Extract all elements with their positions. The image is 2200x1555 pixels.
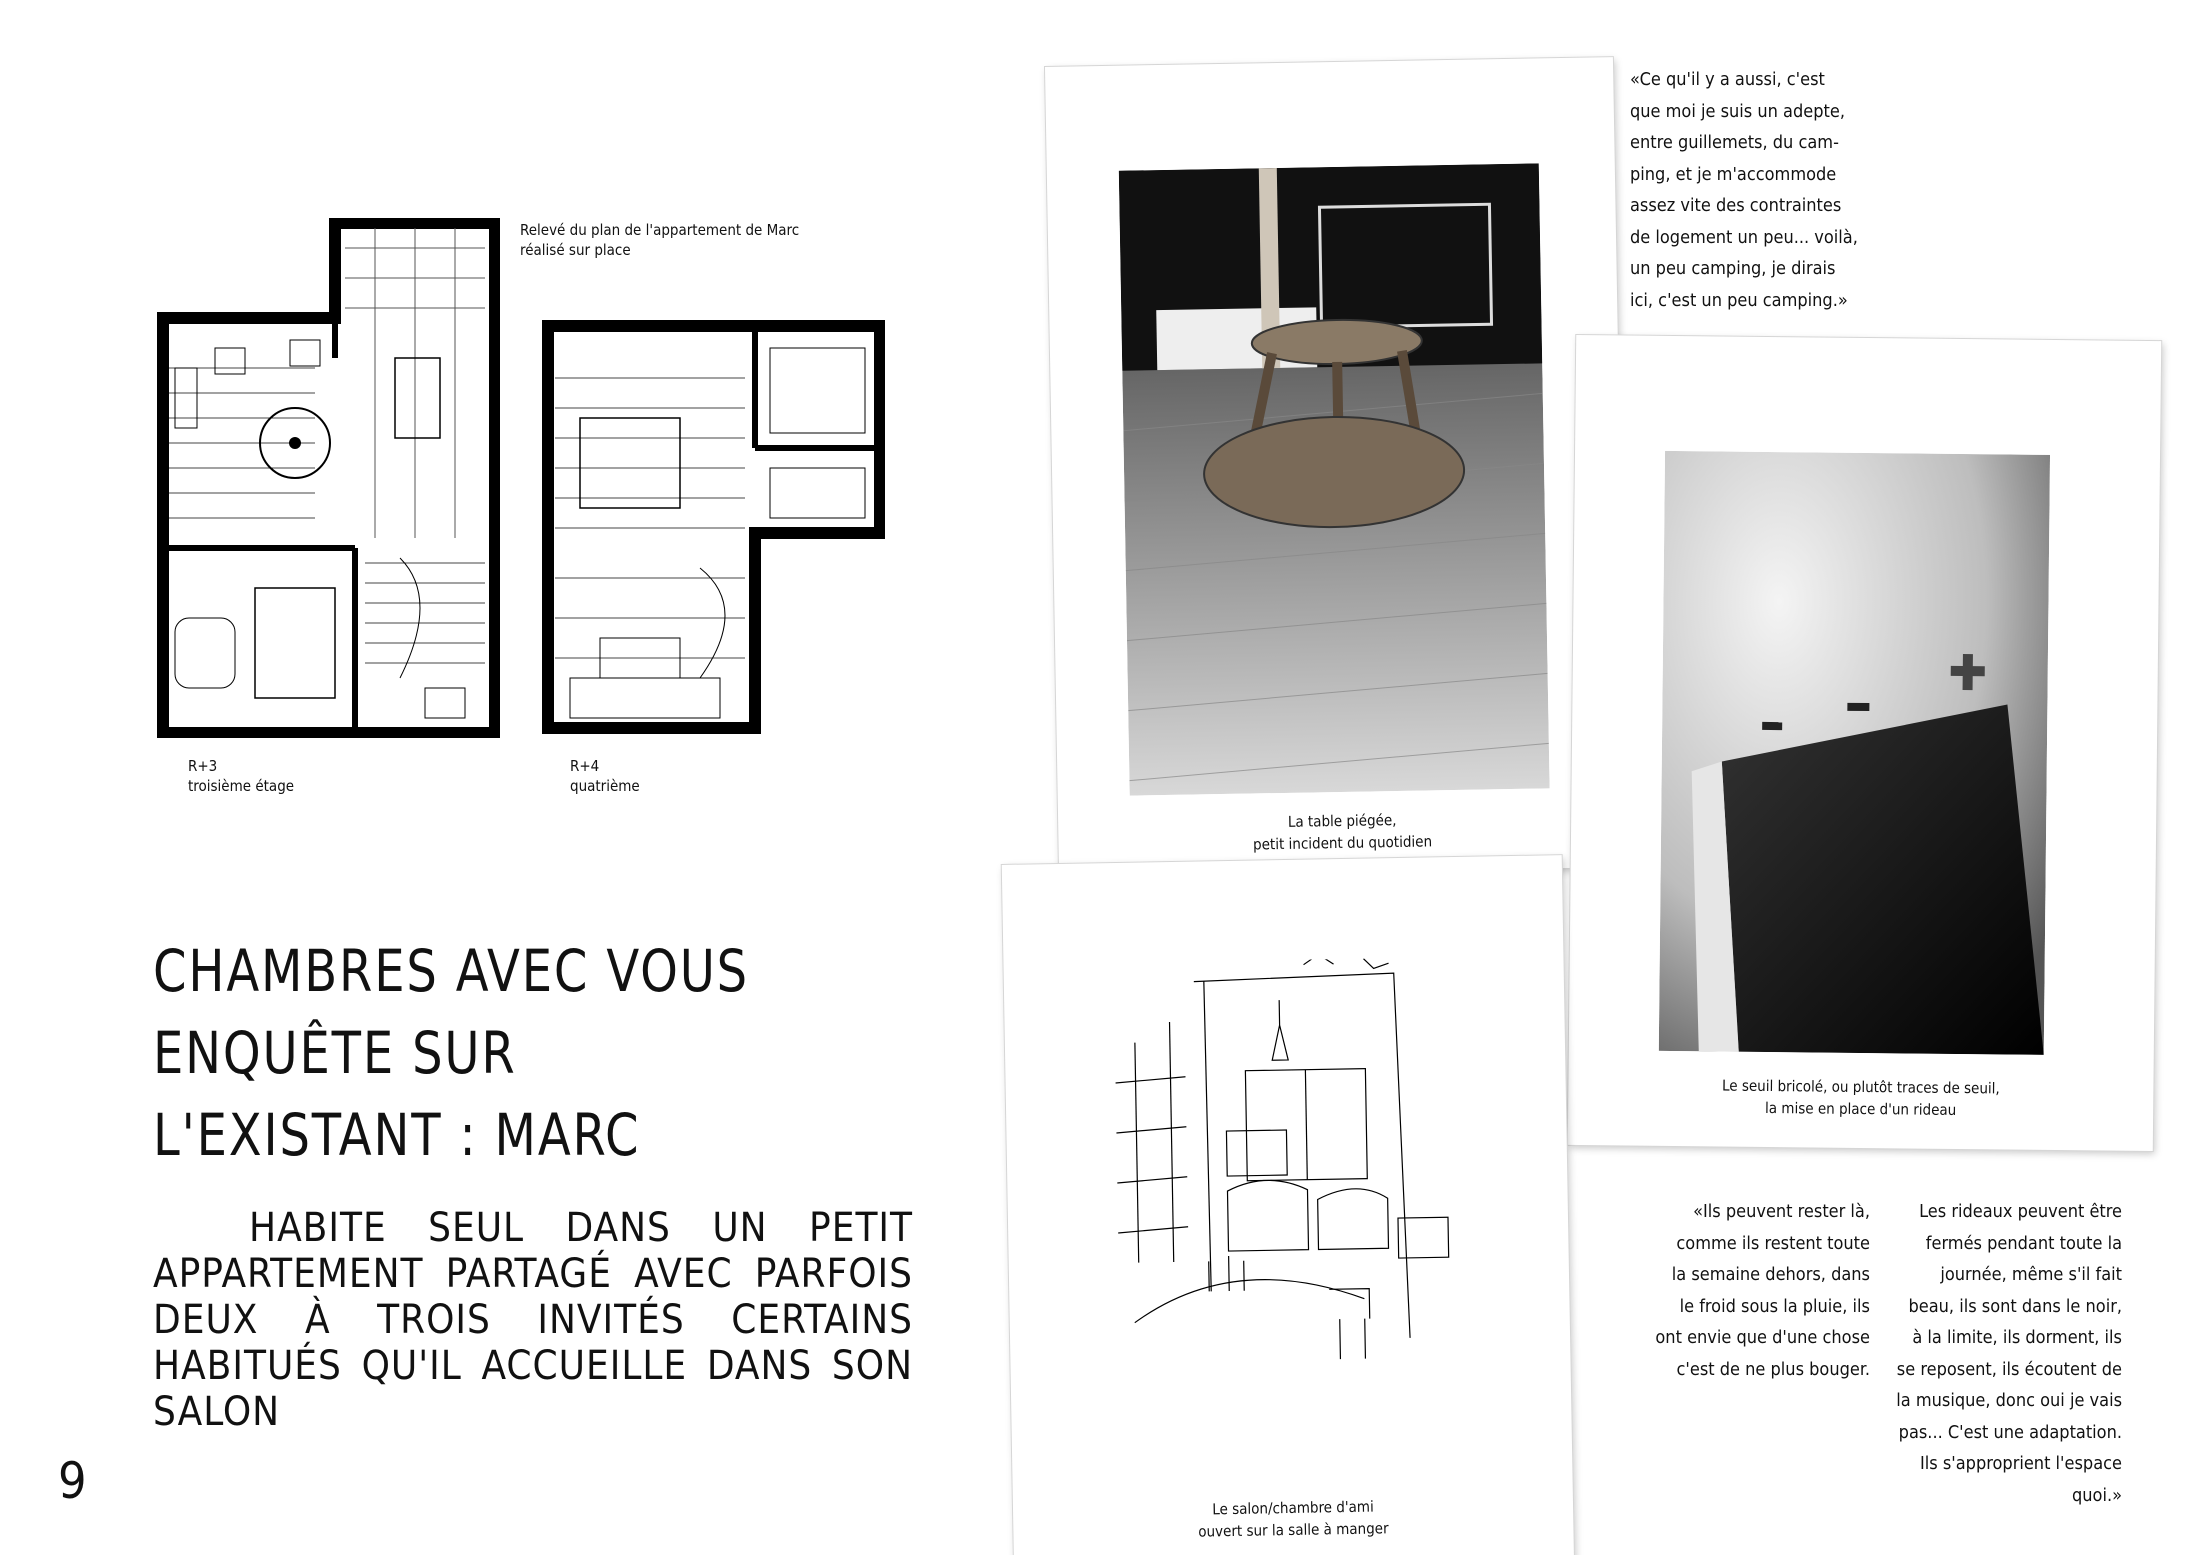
- quote-right-line: Les rideaux peuvent être: [1919, 1201, 2122, 1222]
- quote-camping: [1630, 64, 1858, 316]
- photo-table-caption-line-1: La table piégée,: [1287, 810, 1397, 831]
- quote-left-line: le froid sous la pluie, ils: [1679, 1295, 1870, 1317]
- title-line-3: L'EXISTANT : MARC: [153, 1101, 641, 1169]
- title-line-2: ENQUÊTE SUR: [153, 1019, 517, 1087]
- floor-plan-r3: [155, 218, 500, 738]
- lead-paragraph: HABITE SEUL DANS UN PETIT APPARTEMENT PARTAGÉ AVEC PARFOIS DEUX À TROIS INVITÉS CERTAINS HABITUÉS QU'IL ACCUEILLE DANS SON SALON: [153, 1205, 913, 1435]
- quote-left-line: la semaine dehors, dans: [1671, 1264, 1870, 1285]
- page-number: 9: [58, 1452, 87, 1510]
- quote-left-line: ont envie que d'une chose: [1655, 1327, 1870, 1348]
- quote-top-line: entre guillemets, du cam-: [1630, 132, 1839, 153]
- quote-top-line: ping, et je m'accommode: [1630, 163, 1837, 185]
- sketch-card-salon: [1002, 855, 1574, 1555]
- sketch-salon-caption-line-1: Le salon/chambre d'ami: [1212, 1497, 1374, 1519]
- quote-right-line: quoi.»: [2071, 1484, 2122, 1506]
- photo-card-table: [1045, 57, 1627, 877]
- quote-top-line: assez vite des contraintes: [1630, 195, 1842, 216]
- plans-caption-line-2: réalisé sur place: [520, 241, 631, 260]
- quote-left-line: comme ils restent toute: [1676, 1232, 1870, 1254]
- quote-right-line: journée, même s'il fait: [1940, 1264, 2122, 1285]
- quote-right-line: Ils s'approprient l'espace: [1920, 1453, 2122, 1474]
- plan-r4-label: [570, 756, 640, 797]
- photo-table-image: [1119, 163, 1550, 795]
- photo-table-caption: [1058, 805, 1627, 859]
- quote-top-line: de logement un peu... voilà,: [1630, 226, 1858, 248]
- quote-rest-right: [1882, 1196, 2122, 1511]
- quote-right-line: se reposent, ils écoutent de: [1896, 1358, 2122, 1380]
- plan-r3-name: troisième étage: [188, 777, 295, 796]
- plan-r4-level: R+4: [570, 757, 600, 775]
- photo-threshold-caption-line-2: la mise en place d'un rideau: [1764, 1098, 1957, 1119]
- photo-threshold-caption-line-1: Le seuil bricolé, ou plutôt traces de seuil,: [1721, 1076, 2000, 1098]
- plans-caption-line-1: Relevé du plan de l'appartement de Marc: [520, 221, 800, 239]
- photo-threshold-image: [1659, 451, 2050, 1055]
- quote-rest-left: [1620, 1196, 1870, 1385]
- sketch-salon-caption-line-2: ouvert sur la salle à manger: [1198, 1519, 1389, 1541]
- quote-top-line: que moi je suis un adepte,: [1630, 100, 1845, 122]
- plan-r4-name: quatrième: [570, 777, 640, 796]
- photo-card-threshold: [1568, 335, 2161, 1151]
- photo-table-caption-line-2: petit incident du quotidien: [1252, 832, 1433, 854]
- quote-right-line: à la limite, ils dorment, ils: [1912, 1327, 2122, 1348]
- title-line-1: CHAMBRES AVEC VOUS: [153, 937, 750, 1005]
- sketch-salon-caption: [1013, 1492, 1574, 1546]
- plan-r3-level: R+3: [188, 757, 218, 775]
- floor-plan-r3-drawing: [155, 218, 500, 738]
- quote-top-line: ici, c'est un peu camping.»: [1630, 289, 1848, 311]
- quote-right-line: pas... C'est une adaptation.: [1898, 1421, 2122, 1443]
- photo-threshold-caption: [1568, 1073, 2153, 1123]
- quote-right-line: fermés pendant toute la: [1925, 1232, 2122, 1254]
- quote-top-line: un peu camping, je dirais: [1630, 258, 1836, 279]
- page-title: [153, 930, 749, 1176]
- floor-plan-r4-drawing: [540, 318, 885, 738]
- sketch-salon-drawing: [1073, 956, 1500, 1383]
- quote-right-line: beau, ils sont dans le noir,: [1908, 1295, 2122, 1317]
- plan-r3-label: [188, 756, 294, 797]
- quote-left-line: c'est de ne plus bouger.: [1676, 1358, 1870, 1380]
- floor-plan-r4: [540, 318, 885, 738]
- quote-left-line: «Ils peuvent rester là,: [1693, 1201, 1870, 1222]
- plans-caption: [520, 220, 799, 261]
- quote-right-line: la musique, donc oui je vais: [1896, 1390, 2122, 1411]
- quote-top-line: «Ce qu'il y a aussi, c'est: [1630, 69, 1825, 90]
